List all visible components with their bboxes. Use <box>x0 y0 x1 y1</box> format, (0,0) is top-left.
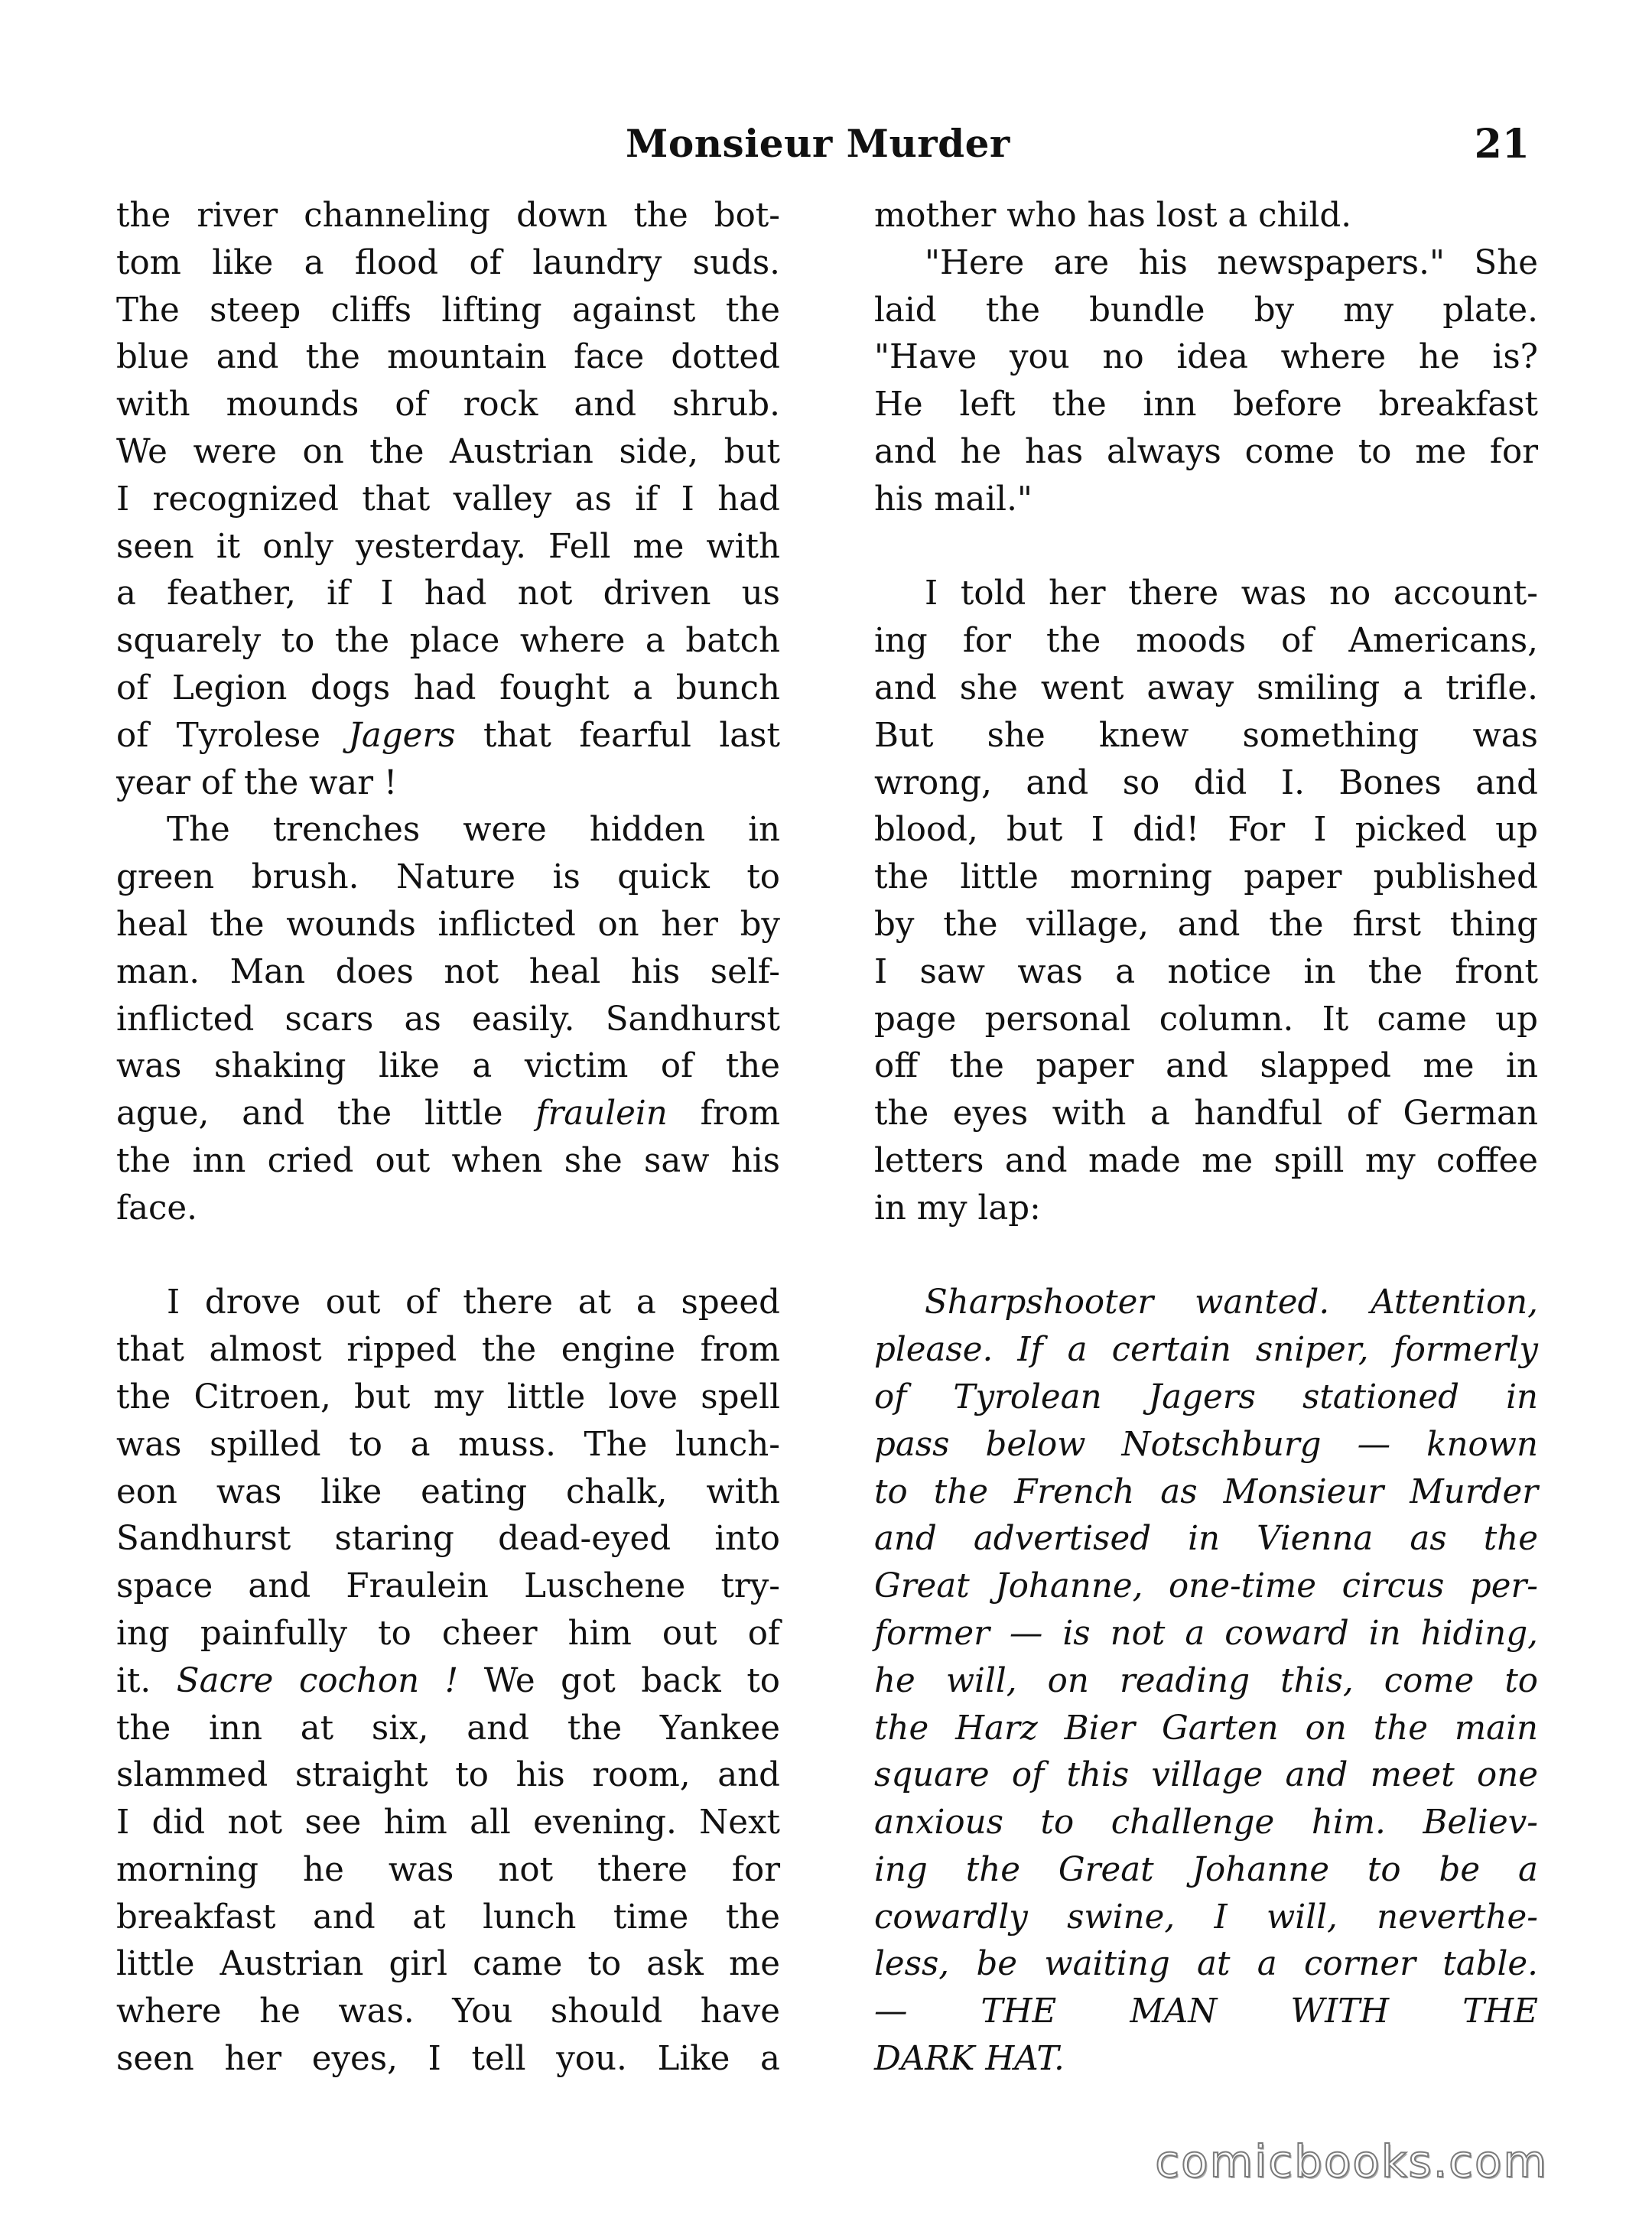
text-line: of Legion dogs had fought a bunch <box>116 668 780 707</box>
text-line: He left the inn before breakfast <box>874 385 1538 424</box>
notice-line: he will, on reading this, come to <box>874 1661 1538 1700</box>
watermark-logo: comicbooks.com <box>1155 2135 1548 2187</box>
notice-line: Great Johanne, one-time circus per- <box>874 1567 1538 1606</box>
text-line: face. <box>116 1189 197 1228</box>
text-line: the inn at six, and the Yankee <box>116 1709 780 1748</box>
notice-line: of Tyrolean Jagers stationed in <box>874 1377 1538 1416</box>
text-line: green brush. Nature is quick to <box>116 858 780 897</box>
paragraph <box>116 807 780 1232</box>
text-line: and she went away smiling a trifle. <box>874 668 1538 707</box>
notice-line: to the French as Monsieur Murder <box>874 1472 1538 1511</box>
text-line: eon was like eating chalk, with <box>116 1472 780 1511</box>
personal-notice <box>874 1280 1538 2083</box>
text-line: the river channeling down the bot- <box>116 197 780 235</box>
notice-signature-line: DARK HAT. <box>874 2040 1065 2079</box>
text-segment: We got back to <box>458 1661 780 1700</box>
text-line: inflicted scars as easily. Sandhurst <box>116 1000 780 1039</box>
notice-line: ing the Great Johanne to be a <box>874 1850 1538 1889</box>
text-line: blue and the mountain face dotted <box>116 338 780 377</box>
running-title: Monsieur Murder <box>626 121 1010 166</box>
text-line: "Have you no idea where he is? <box>874 338 1538 377</box>
text-line: blood, but I did! For I picked up <box>874 811 1538 850</box>
notice-line: anxious to challenge him. Believ- <box>874 1803 1538 1842</box>
text-line: I drove out of there at a speed <box>167 1283 780 1322</box>
page-number: 21 <box>1474 121 1530 167</box>
text-line: seen it only yesterday. Fell me with <box>116 527 780 566</box>
text-line <box>116 713 780 760</box>
text-line <box>116 1658 780 1706</box>
text-line <box>116 1091 780 1138</box>
text-line: laid the bundle by my plate. <box>874 291 1538 330</box>
text-line: tom like a flood of laundry suds. <box>116 243 780 282</box>
left-column <box>116 193 780 2083</box>
text-line: his mail." <box>874 480 1032 519</box>
text-line: ing painfully to cheer him out of <box>116 1614 780 1653</box>
text-line: that almost ripped the engine from <box>116 1331 780 1370</box>
running-header <box>0 121 1652 182</box>
text-line: page personal column. It came up <box>874 1000 1538 1039</box>
text-line: the little morning paper published <box>874 858 1538 897</box>
text-line: a feather, if I had not driven us <box>116 574 780 613</box>
text-line: "Here are his newspapers." She <box>925 243 1538 282</box>
paragraph <box>116 1280 780 2083</box>
text-line: letters and made me spill my coffee <box>874 1141 1538 1180</box>
notice-line: pass below Notschburg — known <box>874 1425 1538 1464</box>
text-line: was spilled to a muss. The lunch- <box>116 1425 780 1464</box>
italic-word: fraulein <box>535 1094 668 1133</box>
text-line: where he was. You should have <box>116 1992 780 2031</box>
notice-line: former — is not a coward in hiding, <box>874 1614 1538 1653</box>
notice-line: and advertised in Vienna as the <box>874 1520 1538 1559</box>
blank-line <box>116 1233 780 1280</box>
text-line: with mounds of rock and shrub. <box>116 385 780 424</box>
text-line: I told her there was no account- <box>925 574 1538 613</box>
paragraph <box>874 571 1538 1232</box>
notice-line: Sharpshooter wanted. Attention, <box>925 1283 1538 1322</box>
text-line: seen her eyes, I tell you. Like a <box>116 2040 780 2079</box>
paragraph <box>874 240 1538 524</box>
right-column <box>874 193 1538 2083</box>
text-line: slammed straight to his room, and <box>116 1756 780 1795</box>
text-line: ing for the moods of Americans, <box>874 622 1538 661</box>
italic-word: Sacre cochon ! <box>176 1661 459 1700</box>
text-line: and he has always come to me for <box>874 432 1538 471</box>
notice-line: cowardly swine, I will, neverthe- <box>874 1898 1538 1937</box>
text-line: heal the wounds inflicted on her by <box>116 905 780 944</box>
text-line: morning he was not there for <box>116 1850 780 1889</box>
text-line: the Citroen, but my little love spell <box>116 1377 780 1416</box>
text-line: year of the war ! <box>116 763 398 802</box>
notice-line: less, be waiting at a corner table. <box>874 1945 1538 1984</box>
blank-line <box>874 1233 1538 1280</box>
text-line: I did not see him all evening. Next <box>116 1803 780 1842</box>
text-segment: that fearful last <box>455 716 780 755</box>
text-line: the inn cried out when she saw his <box>116 1141 780 1180</box>
text-line: by the village, and the first thing <box>874 905 1538 944</box>
text-segment: of Tyrolese <box>116 716 349 755</box>
italic-word: Jagers <box>348 716 456 755</box>
text-line: in my lap: <box>874 1189 1041 1228</box>
text-line: mother who has lost a child. <box>874 197 1352 235</box>
text-line: The steep cliffs lifting against the <box>116 291 780 330</box>
text-line: The trenches were hidden in <box>167 811 780 850</box>
blank-line <box>874 524 1538 571</box>
text-segment: ague, and the little <box>116 1094 536 1133</box>
text-line: I recognized that valley as if I had <box>116 480 780 519</box>
text-line: wrong, and so did I. Bones and <box>874 763 1538 802</box>
notice-line: the Harz Bier Garten on the main <box>874 1709 1538 1748</box>
notice-line: please. If a certain sniper, formerly <box>874 1331 1538 1370</box>
paragraph <box>116 193 780 807</box>
text-line: man. Man does not heal his self- <box>116 952 780 991</box>
text-segment: it. <box>116 1661 177 1700</box>
text-line: the eyes with a handful of German <box>874 1094 1538 1133</box>
text-line: But she knew something was <box>874 716 1538 755</box>
text-line: was shaking like a victim of the <box>116 1047 780 1086</box>
text-line: squarely to the place where a batch <box>116 622 780 661</box>
text-segment: from <box>667 1094 780 1133</box>
text-line: We were on the Austrian side, but <box>116 432 780 471</box>
text-line: off the paper and slapped me in <box>874 1047 1538 1086</box>
notice-line: square of this village and meet one <box>874 1756 1538 1795</box>
text-line: Sandhurst staring dead-eyed into <box>116 1520 780 1559</box>
text-line: little Austrian girl came to ask me <box>116 1945 780 1984</box>
text-line: space and Fraulein Luschene try- <box>116 1567 780 1606</box>
text-line: breakfast and at lunch time the <box>116 1898 780 1937</box>
notice-signature-line: — THE MAN WITH THE <box>874 1992 1538 2031</box>
text-line: I saw was a notice in the front <box>874 952 1538 991</box>
